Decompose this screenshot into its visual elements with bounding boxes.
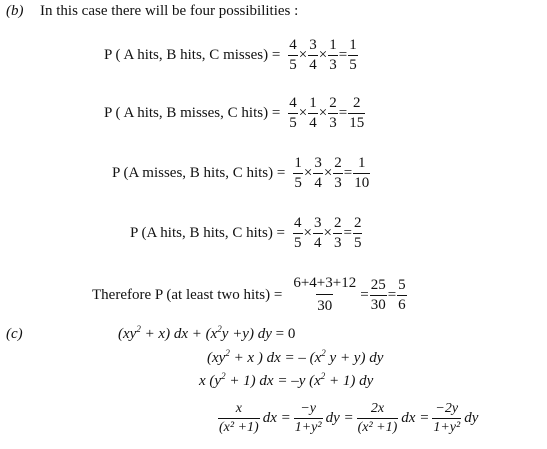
eq4-fraction-3: $\frac{2x}{\text{(x² +1)}}$ bbox=[357, 401, 398, 435]
row-2-lhs: P ( A hits, B misses, C hits) = bbox=[104, 105, 281, 121]
part-b-intro: In this case there will be four possibilities : bbox=[40, 3, 299, 19]
row-2-result: $\frac{2}{15}$ bbox=[349, 95, 365, 131]
row-4-fraction-2: $\frac{3}{4}$ bbox=[314, 215, 322, 251]
row-1-fraction-1: $\frac{4}{5}$ bbox=[289, 37, 297, 73]
therefore-fraction-3: $\frac{5}{6}$ bbox=[398, 276, 406, 313]
therefore-fraction-1: $\frac{6+4+3+12}{30}$ bbox=[293, 275, 357, 314]
eq4-fraction-4: $\frac{-2y}{\text{1+y²}}$ bbox=[433, 401, 461, 435]
row-4-fraction-1: $\frac{4}{5}$ bbox=[294, 215, 302, 251]
row-1-lhs: P ( A hits, B hits, C misses) = bbox=[104, 47, 281, 63]
row-1-fraction-3: $\frac{1}{3}$ bbox=[329, 37, 337, 73]
eq4-fraction-1: $\frac{x}{\text{(x² +1)}}$ bbox=[219, 401, 259, 435]
therefore-lhs: Therefore P (at least two hits) = bbox=[92, 286, 283, 303]
row-3-fraction-3: $\frac{2}{3}$ bbox=[334, 155, 342, 191]
part-c-equation-2: ($xy^2 + x$ ) dx = – ($x^2$ y + y) dy bbox=[207, 348, 384, 366]
eq4-fraction-2: $\frac{-y}{\text{1+y²}}$ bbox=[294, 401, 322, 435]
row-2-fraction-1: $\frac{4}{5}$ bbox=[289, 95, 297, 131]
therefore-row: Therefore P (at least two hits) = $\frac{6+4+3+12}{30}$ = $\frac{25}{30}$ = $\frac{5}{6}$ bbox=[92, 275, 406, 314]
part-c-equation-1: $(xy^2 + x)$ dx + $(x^2y +y)$ dy = 0 bbox=[118, 324, 296, 342]
row-3-result: $\frac{1}{10}$ bbox=[354, 155, 370, 191]
row-3-lhs: P (A misses, B hits, C hits) = bbox=[112, 165, 286, 181]
row-3-fraction-2: $\frac{3}{4}$ bbox=[314, 155, 322, 191]
probability-row-4: P (A hits, B hits, C hits) = $\frac{4}{5}$ × $\frac{3}{4}$ × $\frac{2}{3}$ = $\frac{2}{5}$ bbox=[130, 215, 362, 251]
part-c-equation-3: x $(y^2 + 1)$ dx = –y $(x^2 + 1)$ dy bbox=[199, 371, 374, 389]
row-3-fraction-1: $\frac{1}{5}$ bbox=[294, 155, 302, 191]
row-2-fraction-2: $\frac{1}{4}$ bbox=[309, 95, 317, 131]
row-1-result: $\frac{1}{5}$ bbox=[349, 37, 357, 73]
probability-row-3: P (A misses, B hits, C hits) = $\frac{1}{5}$ × $\frac{3}{4}$ × $\frac{2}{3}$ = $\frac{1}{10}$ bbox=[112, 155, 370, 191]
therefore-fraction-2: $\frac{25}{30}$ bbox=[370, 276, 386, 313]
part-c-equation-4: $\frac{x}{\text{(x² +1)}}$ dx = $\frac{-y}{\text{1+y²}}$ dy = $\frac{2x}{\text{(x² +1)}}$ dx = $\frac{-2y}{\text{1+y²}}$ dy bbox=[219, 401, 479, 435]
row-4-lhs: P (A hits, B hits, C hits) = bbox=[130, 225, 286, 241]
row-4-result: $\frac{2}{5}$ bbox=[353, 215, 362, 251]
part-b-label: (b) bbox=[6, 3, 24, 19]
part-c-label: (c) bbox=[6, 326, 23, 342]
probability-row-1: P ( A hits, B hits, C misses) = $\frac{4}{5}$ × $\frac{3}{4}$ × $\frac{1}{3}$ = $\frac{1}{5}$ bbox=[104, 37, 357, 73]
row-2-fraction-3: $\frac{2}{3}$ bbox=[329, 95, 337, 131]
row-4-fraction-3: $\frac{2}{3}$ bbox=[333, 215, 342, 251]
row-1-fraction-2: $\frac{3}{4}$ bbox=[309, 37, 317, 73]
probability-row-2: P ( A hits, B misses, C hits) = $\frac{4}{5}$ × $\frac{1}{4}$ × $\frac{2}{3}$ = $\frac{2}{15}$ bbox=[104, 95, 365, 131]
